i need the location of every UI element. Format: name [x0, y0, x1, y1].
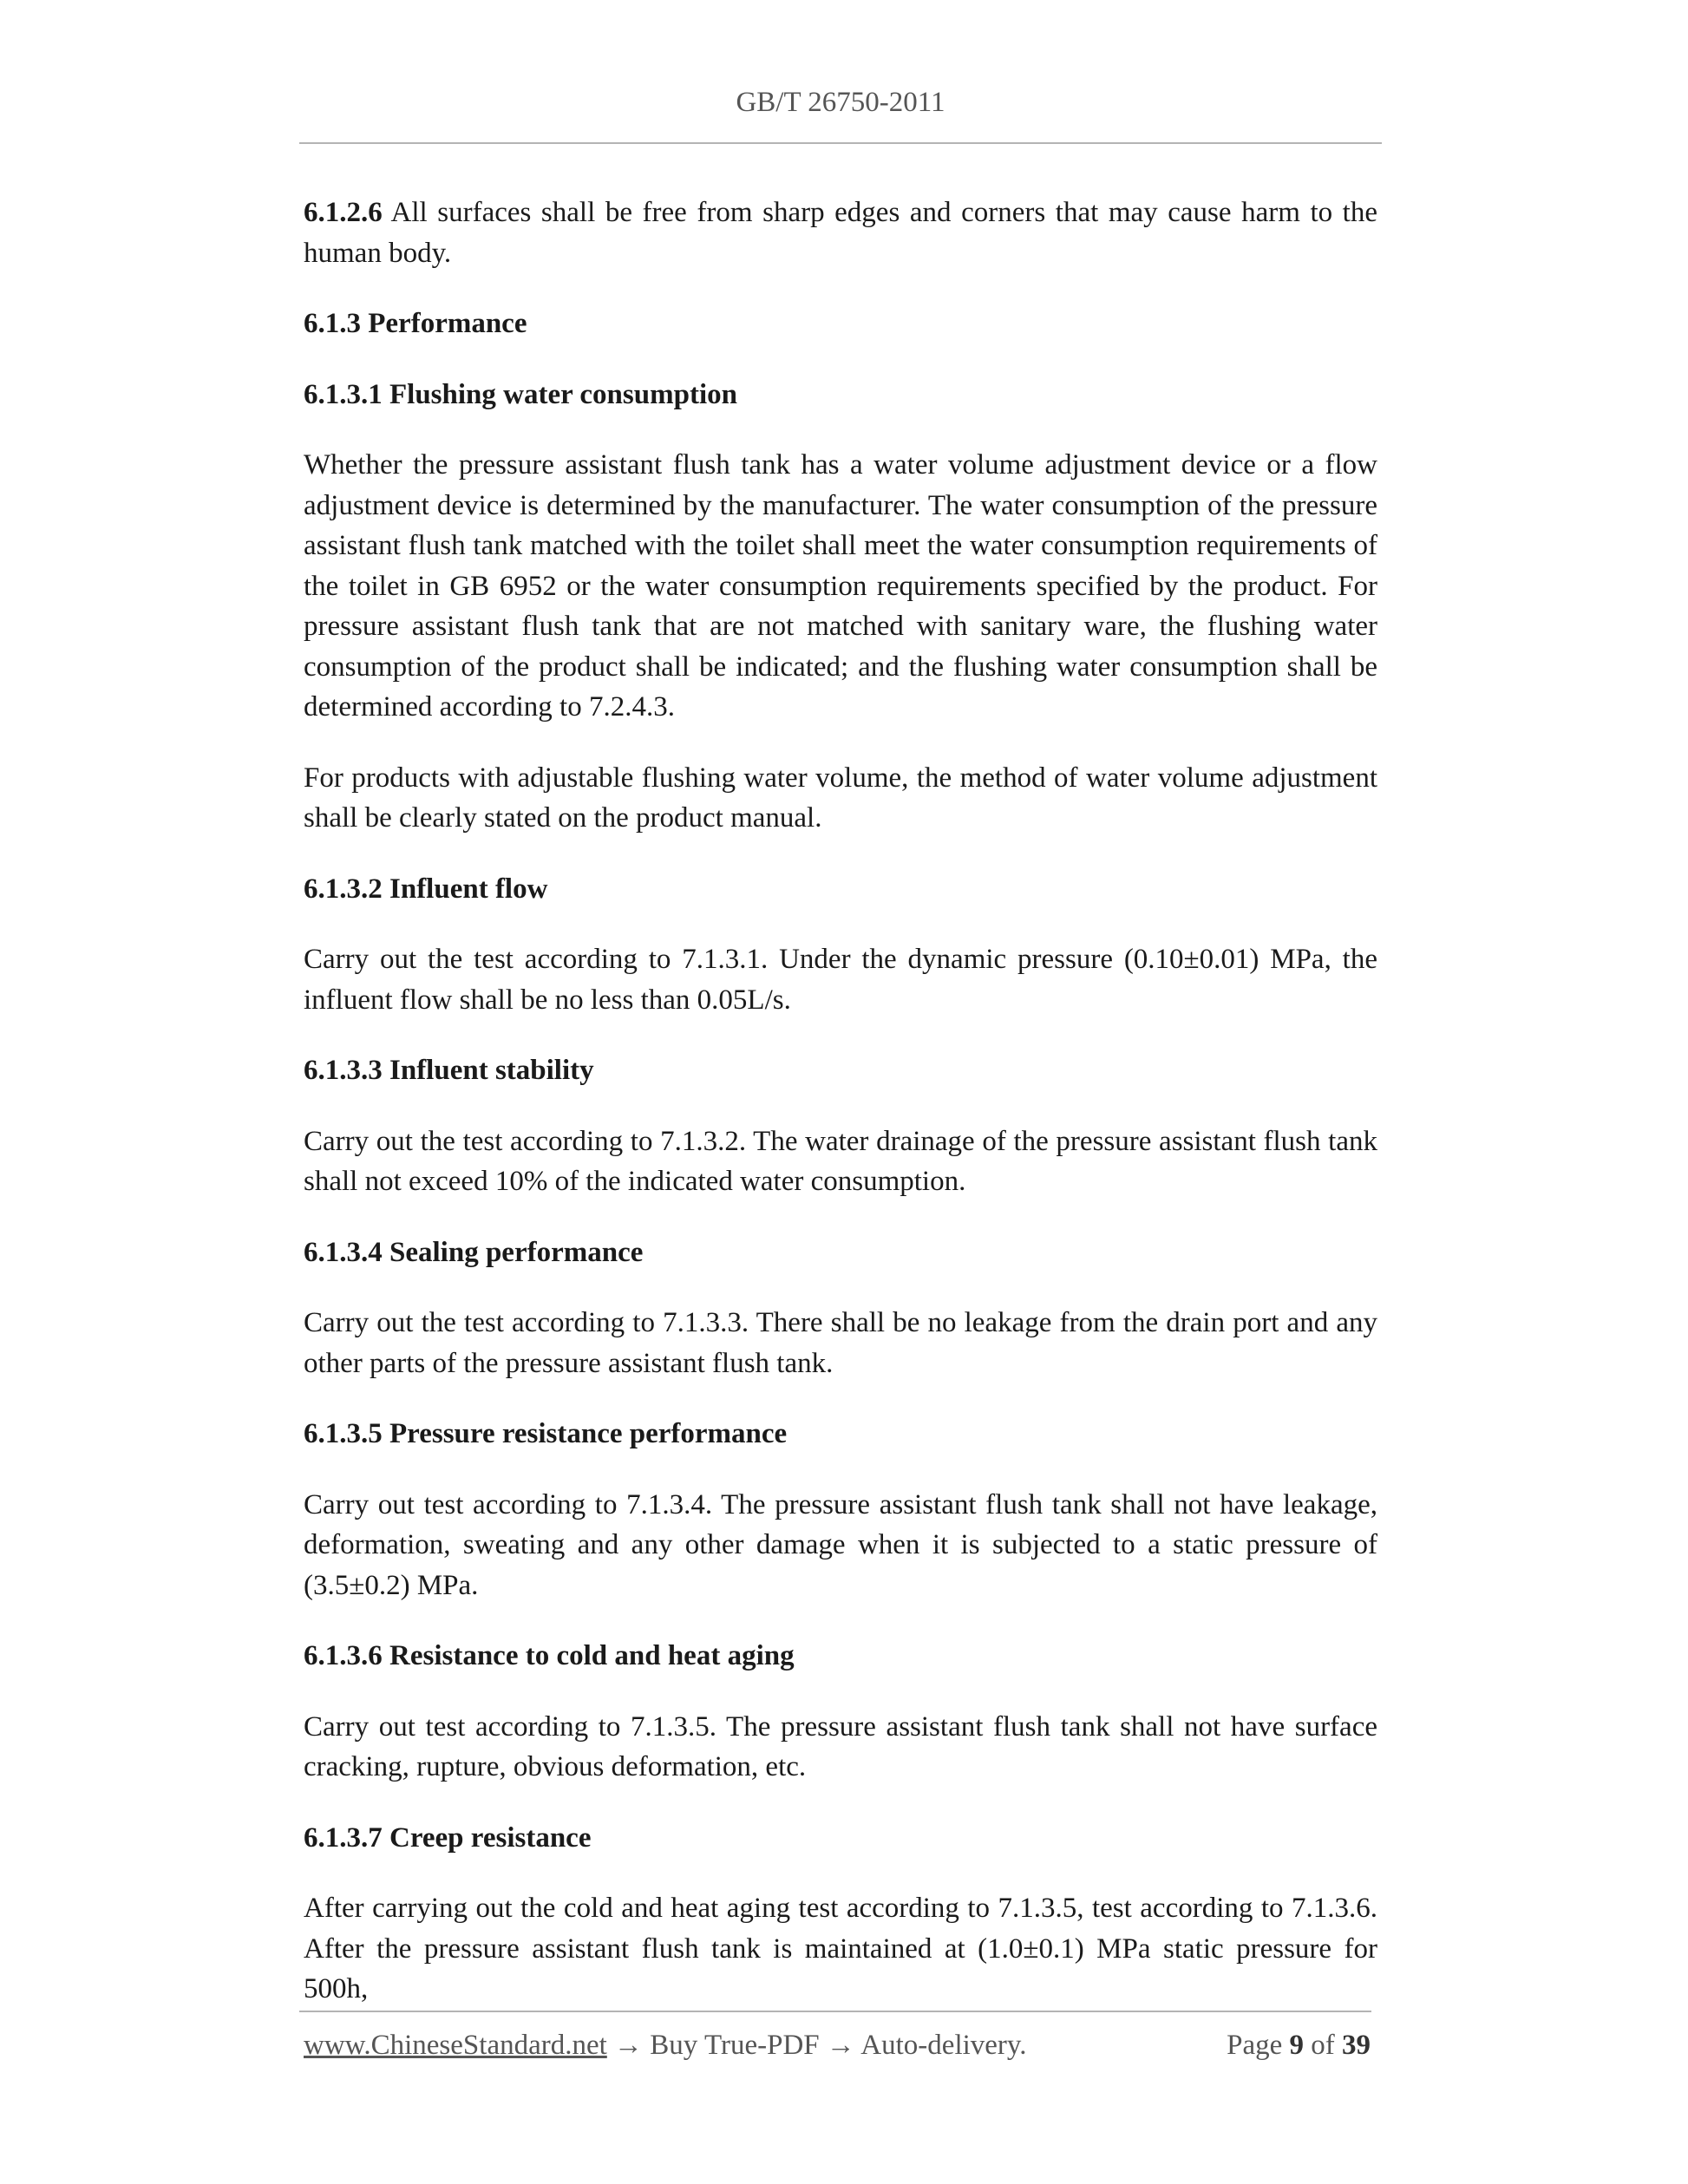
- page-header: GB/T 26750-2011: [736, 87, 945, 118]
- of-label: of: [1311, 2030, 1335, 2061]
- footer-divider: [299, 2011, 1371, 2012]
- section-heading: 6.1.3.6 Resistance to cold and heat aging: [304, 1640, 795, 1671]
- section-heading: 6.1.3.5 Pressure resistance performance: [304, 1418, 788, 1449]
- paragraph: Carry out the test according to 7.1.3.3. There shall be no leakage from the drain port and any other parts of the pressure assistant flush tank.: [304, 1307, 1377, 1379]
- section-heading: 6.1.3 Performance: [304, 308, 527, 339]
- section-heading: 6.1.3.7 Creep resistance: [304, 1821, 592, 1854]
- paragraph: Carry out test according to 7.1.3.4. The pressure assistant flush tank shall not have leakage, deformation, sweating and any other damage when it is subjected to a static pressure of (3.5±0.2) MPa.: [304, 1488, 1377, 1601]
- page-indicator: [1227, 2030, 1371, 2062]
- page-total: 39: [1342, 2030, 1371, 2061]
- page-footer: [304, 2030, 1371, 2062]
- paragraph: Whether the pressure assistant flush tank has a water volume adjustment device or a flow adjustment device is determined by the manufacturer. The water consumption of the pressure assistant flush tank matched with the toilet shall meet the water consumption requirements of the toilet in GB 6952 or the water consumption requirements specified by the product. For pressure assistant flush tank that are not matched with sanitary ware, the flushing water consumption of the product shall be indicated; and the flushing water consumption shall be determined according to 7.2.4.3.: [304, 449, 1377, 723]
- clause-6-1-2-6: [304, 193, 1377, 273]
- website-link[interactable]: www.ChineseStandard.net: [304, 2030, 607, 2061]
- clause-text: All surfaces shall be free from sharp edges and corners that may cause harm to the human body.: [304, 197, 1377, 269]
- section-heading: 6.1.3.2 Influent flow: [304, 873, 548, 905]
- paragraph: After carrying out the cold and heat aging test according to 7.1.3.5, test according to 7.1.3.6. After the pressure assistant flush tank is maintained at (1.0±0.1) MPa static pressure for 500h,: [304, 1893, 1377, 2004]
- footer-promo-text: → Buy True-PDF → Auto-delivery.: [606, 2030, 1027, 2061]
- header-divider: [299, 142, 1382, 144]
- page-number: 9: [1289, 2030, 1304, 2061]
- paragraph: Carry out test according to 7.1.3.5. The pressure assistant flush tank shall not have surface cracking, rupture, obvious deformation, etc.: [304, 1710, 1377, 1782]
- section-heading: 6.1.3.1 Flushing water consumption: [304, 378, 737, 410]
- section-heading: 6.1.3.4 Sealing performance: [304, 1236, 644, 1268]
- paragraph: Carry out the test according to 7.1.3.1. Under the dynamic pressure (0.10±0.01) MPa, the influent flow shall be no less than 0.05L/s.: [304, 944, 1377, 1016]
- clause-number: 6.1.2.6: [304, 197, 383, 228]
- paragraph: For products with adjustable flushing water volume, the method of water volume adjustment shall be clearly stated on the product manual.: [304, 762, 1377, 834]
- section-heading: 6.1.3.3 Influent stability: [304, 1055, 594, 1086]
- document-body: [304, 193, 1377, 2040]
- paragraph: Carry out the test according to 7.1.3.2. The water drainage of the pressure assistant flush tank shall not exceed 10% of the indicated water consumption.: [304, 1125, 1377, 1197]
- footer-promo: [304, 2030, 1027, 2062]
- page-label: Page: [1227, 2030, 1283, 2061]
